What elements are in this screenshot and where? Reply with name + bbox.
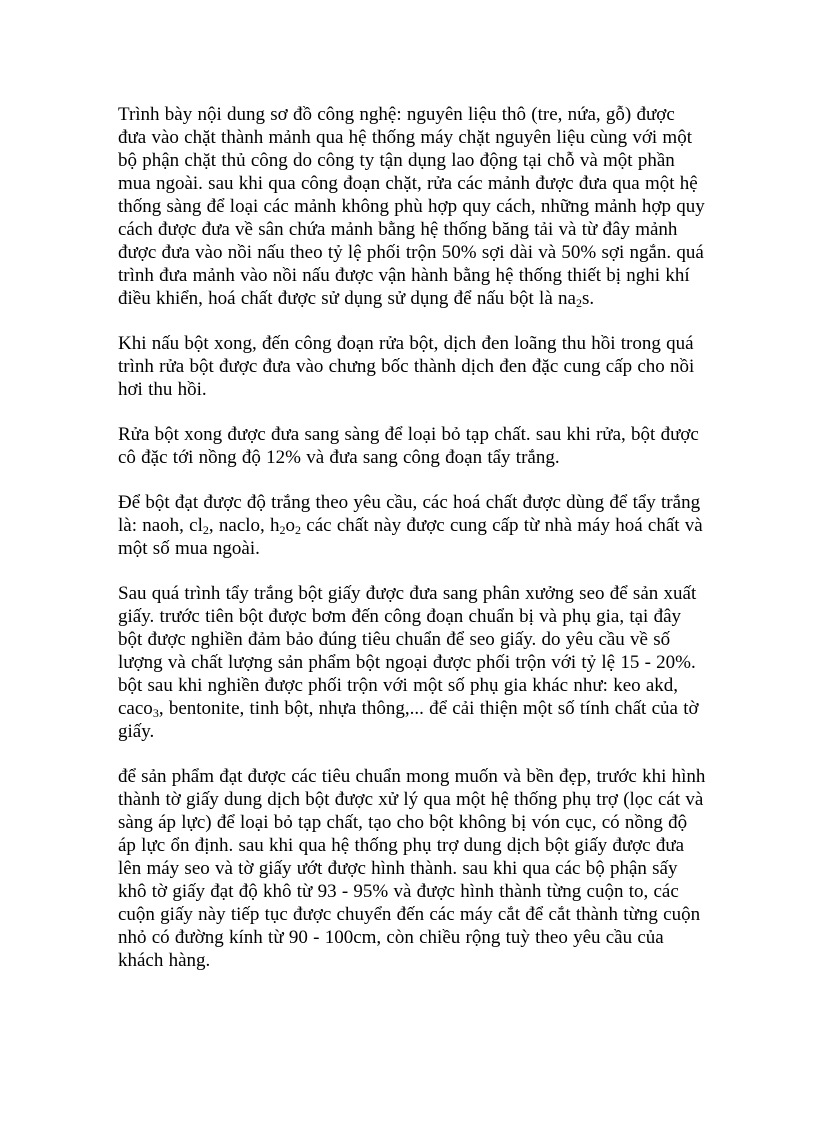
- paragraph-bleaching: [118, 491, 706, 560]
- text-run: các chất này được cung cấp từ nhà máy hoá chất và một số mua ngoài.: [118, 515, 703, 559]
- text-run: s.: [581, 288, 595, 309]
- paragraph-process-overview: [118, 103, 706, 310]
- text-run: , naclo, h: [208, 515, 280, 536]
- paragraph-washing: Khi nấu bột xong, đến công đoạn rửa bột, dịch đen loãng thu hồi trong quá trình rửa bột được đưa vào chưng bốc thành dịch đen đặc cung cấp cho nồi hơi thu hồi.: [118, 333, 695, 400]
- paragraph-screening: Rửa bột xong được đưa sang sàng để loại bỏ tạp chất. sau khi rửa, bột được cô đặc tới nồng độ 12% và đưa sang công đoạn tẩy trắng.: [118, 424, 699, 468]
- text-run: o: [285, 515, 296, 536]
- subscript: 2: [279, 523, 286, 537]
- text-run: Để bột đạt được độ trắng theo yêu cầu, các hoá chất được dùng để tẩy trắng là: naoh, cl: [118, 492, 701, 536]
- text-run: Sau quá trình tẩy trắng bột giấy được đưa sang phân xưởng seo để sản xuất giấy. trước tiên bột được bơm đến công đoạn chuẩn bị và phụ gia, tại đây bột được nghiền đảm bảo đúng tiêu chuẩn để seo giấy. do yêu cầu về số lượng và chất lượng sản phẩm bột ngoại được phối trộn với tỷ lệ 15 - 20%. bột sau khi nghiền được phối trộn với một số phụ gia khác như: keo akd, caco: [118, 583, 697, 719]
- subscript: 2: [202, 523, 209, 537]
- subscript: 2: [295, 523, 302, 537]
- subscript: 2: [575, 296, 582, 310]
- paragraph-finishing: để sản phẩm đạt được các tiêu chuẩn mong muốn và bền đẹp, trước khi hình thành tờ giấy dung dịch bột được xử lý qua một hệ thống phụ trợ (lọc cát và sàng áp lực) để loại bỏ tạp chất, tạo cho bột không bị vón cục, có nồng độ áp lực ổn định. sau khi qua hệ thống phụ trợ dung dịch bột giấy được đưa lên máy seo và tờ giấy ướt được hình thành. sau khi qua các bộ phận sấy khô tờ giấy đạt độ khô từ 93 - 95% và được hình thành từng cuộn to, các cuộn giấy này tiếp tục được chuyển đến các máy cắt để cắt thành từng cuộn nhỏ có đường kính từ 90 - 100cm, còn chiều rộng tuỳ theo yêu cầu của khách hàng.: [118, 766, 706, 971]
- paragraph-paper-making: [118, 582, 706, 743]
- text-run: , bentonite, tinh bột, nhựa thông,... để cải thiện một số tính chất của tờ giấy.: [118, 698, 699, 742]
- subscript: 3: [152, 706, 159, 720]
- text-run: Trình bày nội dung sơ đồ công nghệ: nguyên liệu thô (tre, nứa, gỗ) được đưa vào chặt thành mảnh qua hệ thống máy chặt nguyên liệu cùng với một bộ phận chặt thủ công do công ty tận dụng lao động tại chỗ và một phần mua ngoài. sau khi qua công đoạn chặt, rửa các mảnh được đưa qua một hệ thống sàng để loại các mảnh không phù hợp quy cách, những mảnh hợp quy cách được đưa về sân chứa mảnh bằng hệ thống băng tải và từ đây mảnh được đưa vào nồi nấu theo tỷ lệ phối trộn 50% sợi dài và 50% sợi ngắn. quá trình đưa mảnh vào nồi nấu được vận hành bằng hệ thống thiết bị nghi khí điều khiển, hoá chất được sử dụng sử dụng để nấu bột là na: [118, 104, 705, 309]
